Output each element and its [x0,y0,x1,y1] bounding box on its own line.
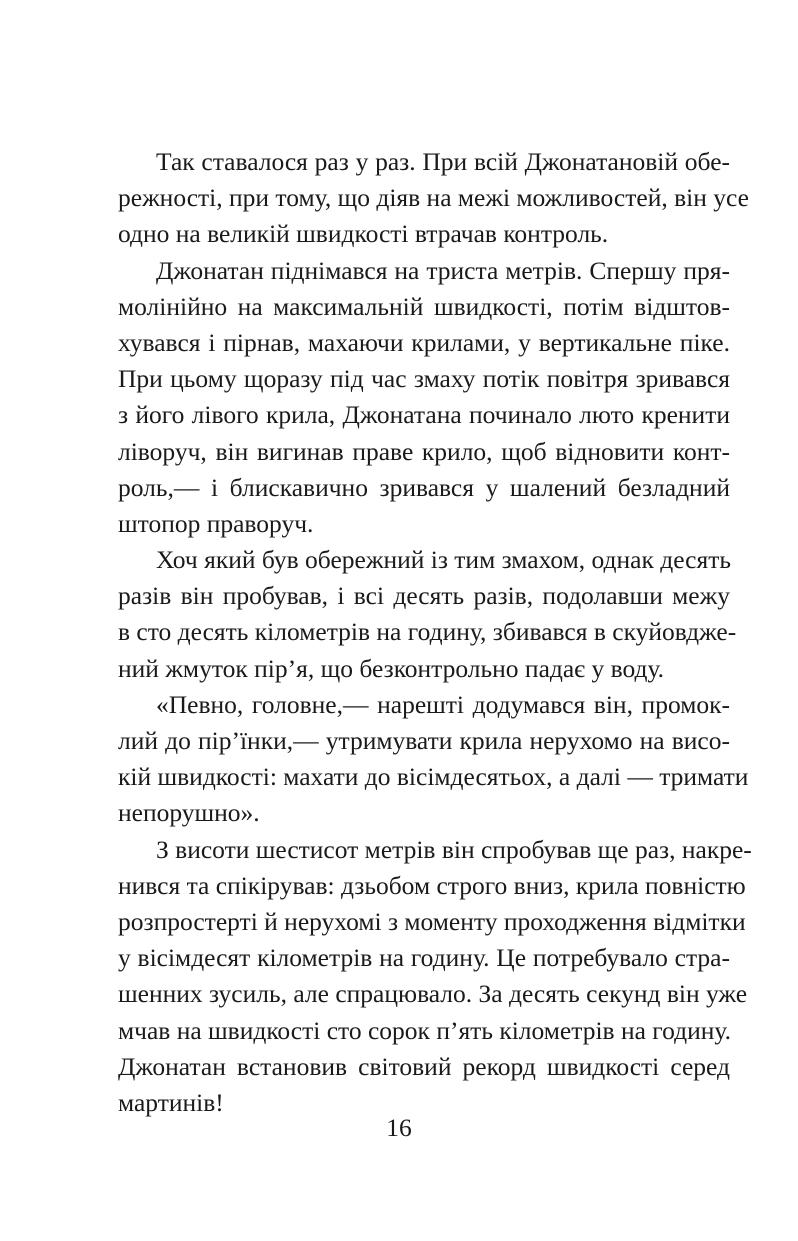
text-line: Хоч який був обережний із тим змахом, однак десять [156,545,731,575]
text-line: При цьому щоразу під час змаху потік повітря зривався [118,364,730,394]
text-line: кій швидкості: махати до вісімдесятьох, а далі — тримати [118,762,749,792]
text-line: Так ставалося раз у раз. При всій Джонатановій обе- [156,147,730,176]
text-line: мчав на швидкості сто сорок п’ять кілометрів на годину. [118,1015,731,1045]
text-line: «Певно, головне,— нарешті додумався він, промок- [156,689,730,719]
text-line: Джонатан піднімався на триста метрів. Спершу пря- [156,255,730,285]
body-text [118,144,752,1121]
text-line: хувався і пірнав, махаючи крилами, у вертикальне піке. [118,327,730,357]
text-line: в сто десять кілометрів на годину, збивався в скуйовдже- [118,617,737,647]
text-line: нився та спікірував: дзьобом строго вниз, крила повністю [118,870,746,900]
text-line: З висоти шестисот метрів він спробував ще раз, накре- [156,834,752,864]
text-line: одно на великій швидкості втрачав контроль. [118,219,609,249]
text-line: молінійно на максимальній швидкості, потім відштов- [118,291,730,321]
text-line: у вісімдесят кілометрів на годину. Це потребувало стра- [118,943,730,973]
text-line: непорушно». [118,798,260,828]
text-line: мартинів! [118,1087,224,1117]
text-line: лий до пір’їнки,— утримувати крила нерухомо на висо- [118,726,730,755]
text-line: розпростерті й нерухомі з моменту проходження відмітки [118,906,746,936]
text-line: ліворуч, він вигинав праве крило, щоб відновити конт- [118,436,730,466]
text-line: Джонатан встановив світовий рекорд швидкості серед [118,1051,730,1081]
text-line: шенних зусиль, але спрацювало. За десять секунд він уже [118,979,748,1009]
text-line: штопор праворуч. [118,508,314,538]
text-line: роль,— і блискавично зривався у шалений безладний [118,472,730,502]
text-line: разів він пробував, і всі десять разів, подолавши межу [118,581,730,611]
text-line: режності, при тому, що діяв на межі можливостей, він усе [118,183,749,213]
text-line: з його лівого крила, Джонатана починало люто кренити [118,400,730,430]
page-number: 16 [386,1113,412,1142]
text-line: ний жмуток пір’я, що безконтрольно падає у воду. [118,653,665,683]
